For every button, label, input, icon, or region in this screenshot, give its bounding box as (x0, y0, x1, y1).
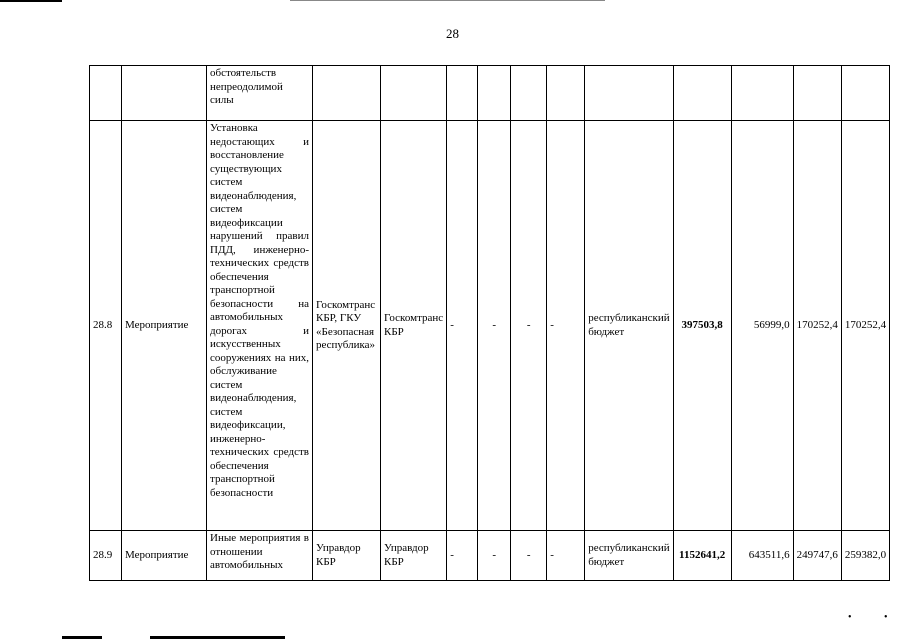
row-description: обстоятельств непреодолимой силы (207, 66, 313, 121)
row-description: Установка недостающих и восстановление существующих систем видеонаблюдения, систем видеофиксации нарушений правил ПДД, инженерно-технических средств обеспечения транспортной безопасности на автомобильных дорогах и искусственных сооружениях на них, обслуживание систем видеонаблюдения, систем видеофиксации, инженерно-технических средств обеспечения транспортной безопасности (207, 121, 313, 531)
row-c2: - (478, 531, 511, 581)
row-c4 (547, 66, 585, 121)
row-c2 (478, 66, 511, 121)
table-row (90, 66, 890, 121)
row-number: 28.8 (90, 121, 122, 531)
row-source: республиканский бюджет (585, 121, 673, 531)
scan-dot-right-2: • (884, 612, 888, 623)
row-coexecutor: Госкомтранс КБР, ГКУ «Безопасная республика» (313, 121, 381, 531)
row-responsible: Госкомтранс КБР (381, 121, 447, 531)
row-responsible (381, 66, 447, 121)
row-type: Мероприятие (122, 121, 207, 531)
row-value-3: 259382,0 (841, 531, 889, 581)
scan-dot-right-1: • (848, 612, 852, 623)
row-responsible: Управдор КБР (381, 531, 447, 581)
row-total: 1152641,2 (673, 531, 731, 581)
row-value-2: 249747,6 (793, 531, 841, 581)
row-value-1 (731, 66, 793, 121)
row-number: 28.9 (90, 531, 122, 581)
row-c3: - (511, 531, 547, 581)
row-c4: - (547, 531, 585, 581)
row-source: республиканский бюджет (585, 531, 673, 581)
scan-artifact-bottom-2 (150, 636, 285, 639)
table-row (90, 121, 890, 531)
row-total (673, 66, 731, 121)
row-coexecutor: Управдор КБР (313, 531, 381, 581)
row-source (585, 66, 673, 121)
row-total: 397503,8 (673, 121, 731, 531)
row-value-2 (793, 66, 841, 121)
row-c1: - (447, 531, 478, 581)
row-value-1: 56999,0 (731, 121, 793, 531)
row-c1: - (447, 121, 478, 531)
scan-artifact-top-mid (290, 0, 605, 1)
row-type (122, 66, 207, 121)
row-coexecutor (313, 66, 381, 121)
row-c1 (447, 66, 478, 121)
row-value-3 (841, 66, 889, 121)
scan-artifact-top-left (0, 0, 62, 2)
page-number: 28 (446, 26, 459, 41)
row-c3 (511, 66, 547, 121)
program-table (89, 65, 890, 581)
row-value-1: 643511,6 (731, 531, 793, 581)
row-c4: - (547, 121, 585, 531)
row-c2: - (478, 121, 511, 531)
table-row (90, 531, 890, 581)
row-value-3: 170252,4 (841, 121, 889, 531)
row-c3: - (511, 121, 547, 531)
row-type: Мероприятие (122, 531, 207, 581)
scan-artifact-bottom-1 (62, 636, 102, 639)
row-number (90, 66, 122, 121)
row-description: Иные мероприятия в отношении автомобильных (207, 531, 313, 581)
row-value-2: 170252,4 (793, 121, 841, 531)
